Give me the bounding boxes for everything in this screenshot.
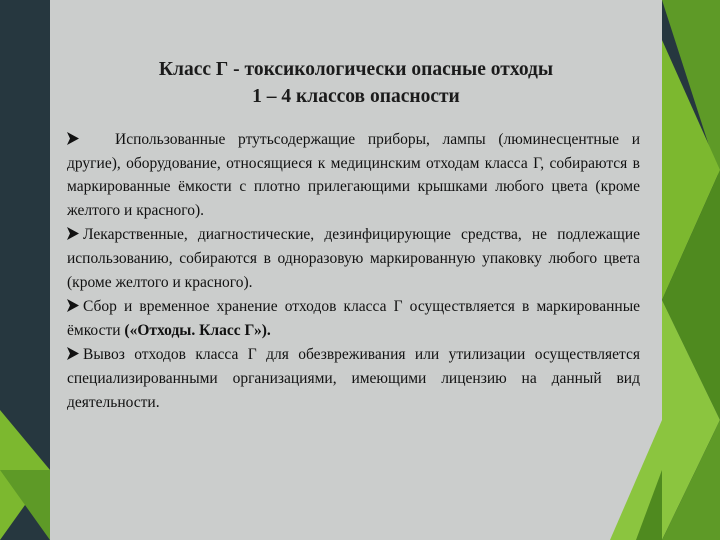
- title-line-1: Класс Г - токсикологически опасные отходы: [158, 59, 554, 80]
- list-item: [67, 128, 640, 222]
- list-item: [67, 343, 640, 414]
- arrowhead-bullet-icon: [67, 132, 79, 145]
- bullet-list: [67, 128, 640, 415]
- list-item-text: Сбор и временное хранение отходов класса Г осуществляется в маркированные ёмкости: [67, 298, 640, 339]
- list-item-text: Вывоз отходов класса Г для обезвреживания или утилизации осуществляется специализированными организациями, имеющими лицензию на данный вид деятельности.: [67, 346, 640, 411]
- list-item: [67, 295, 640, 342]
- arrowhead-bullet-icon: [67, 299, 79, 312]
- list-item: [67, 223, 640, 294]
- arrowhead-bullet-icon: [67, 227, 79, 240]
- slide-title: [50, 56, 662, 110]
- list-item-bold-text: («Отходы. Класс Г»).: [124, 321, 271, 339]
- list-item-text: Лекарственные, диагностические, дезинфицирующие средства, не подлежащие использованию, собираются в одноразовую маркированную упаковку любого цвета (кроме желтого и красного).: [67, 226, 640, 291]
- arrowhead-bullet-icon: [67, 347, 79, 360]
- list-item-text: Использованные ртутьсодержащие приборы, лампы (люминесцентные и другие), оборудование, относящиеся к медицинским отходам класса Г, собираются в маркированные ёмкости с плотно прилегающими крышками любого цвета (кроме желтого и красного).: [67, 131, 640, 219]
- title-line-2: 1 – 4 классов опасности: [252, 86, 460, 107]
